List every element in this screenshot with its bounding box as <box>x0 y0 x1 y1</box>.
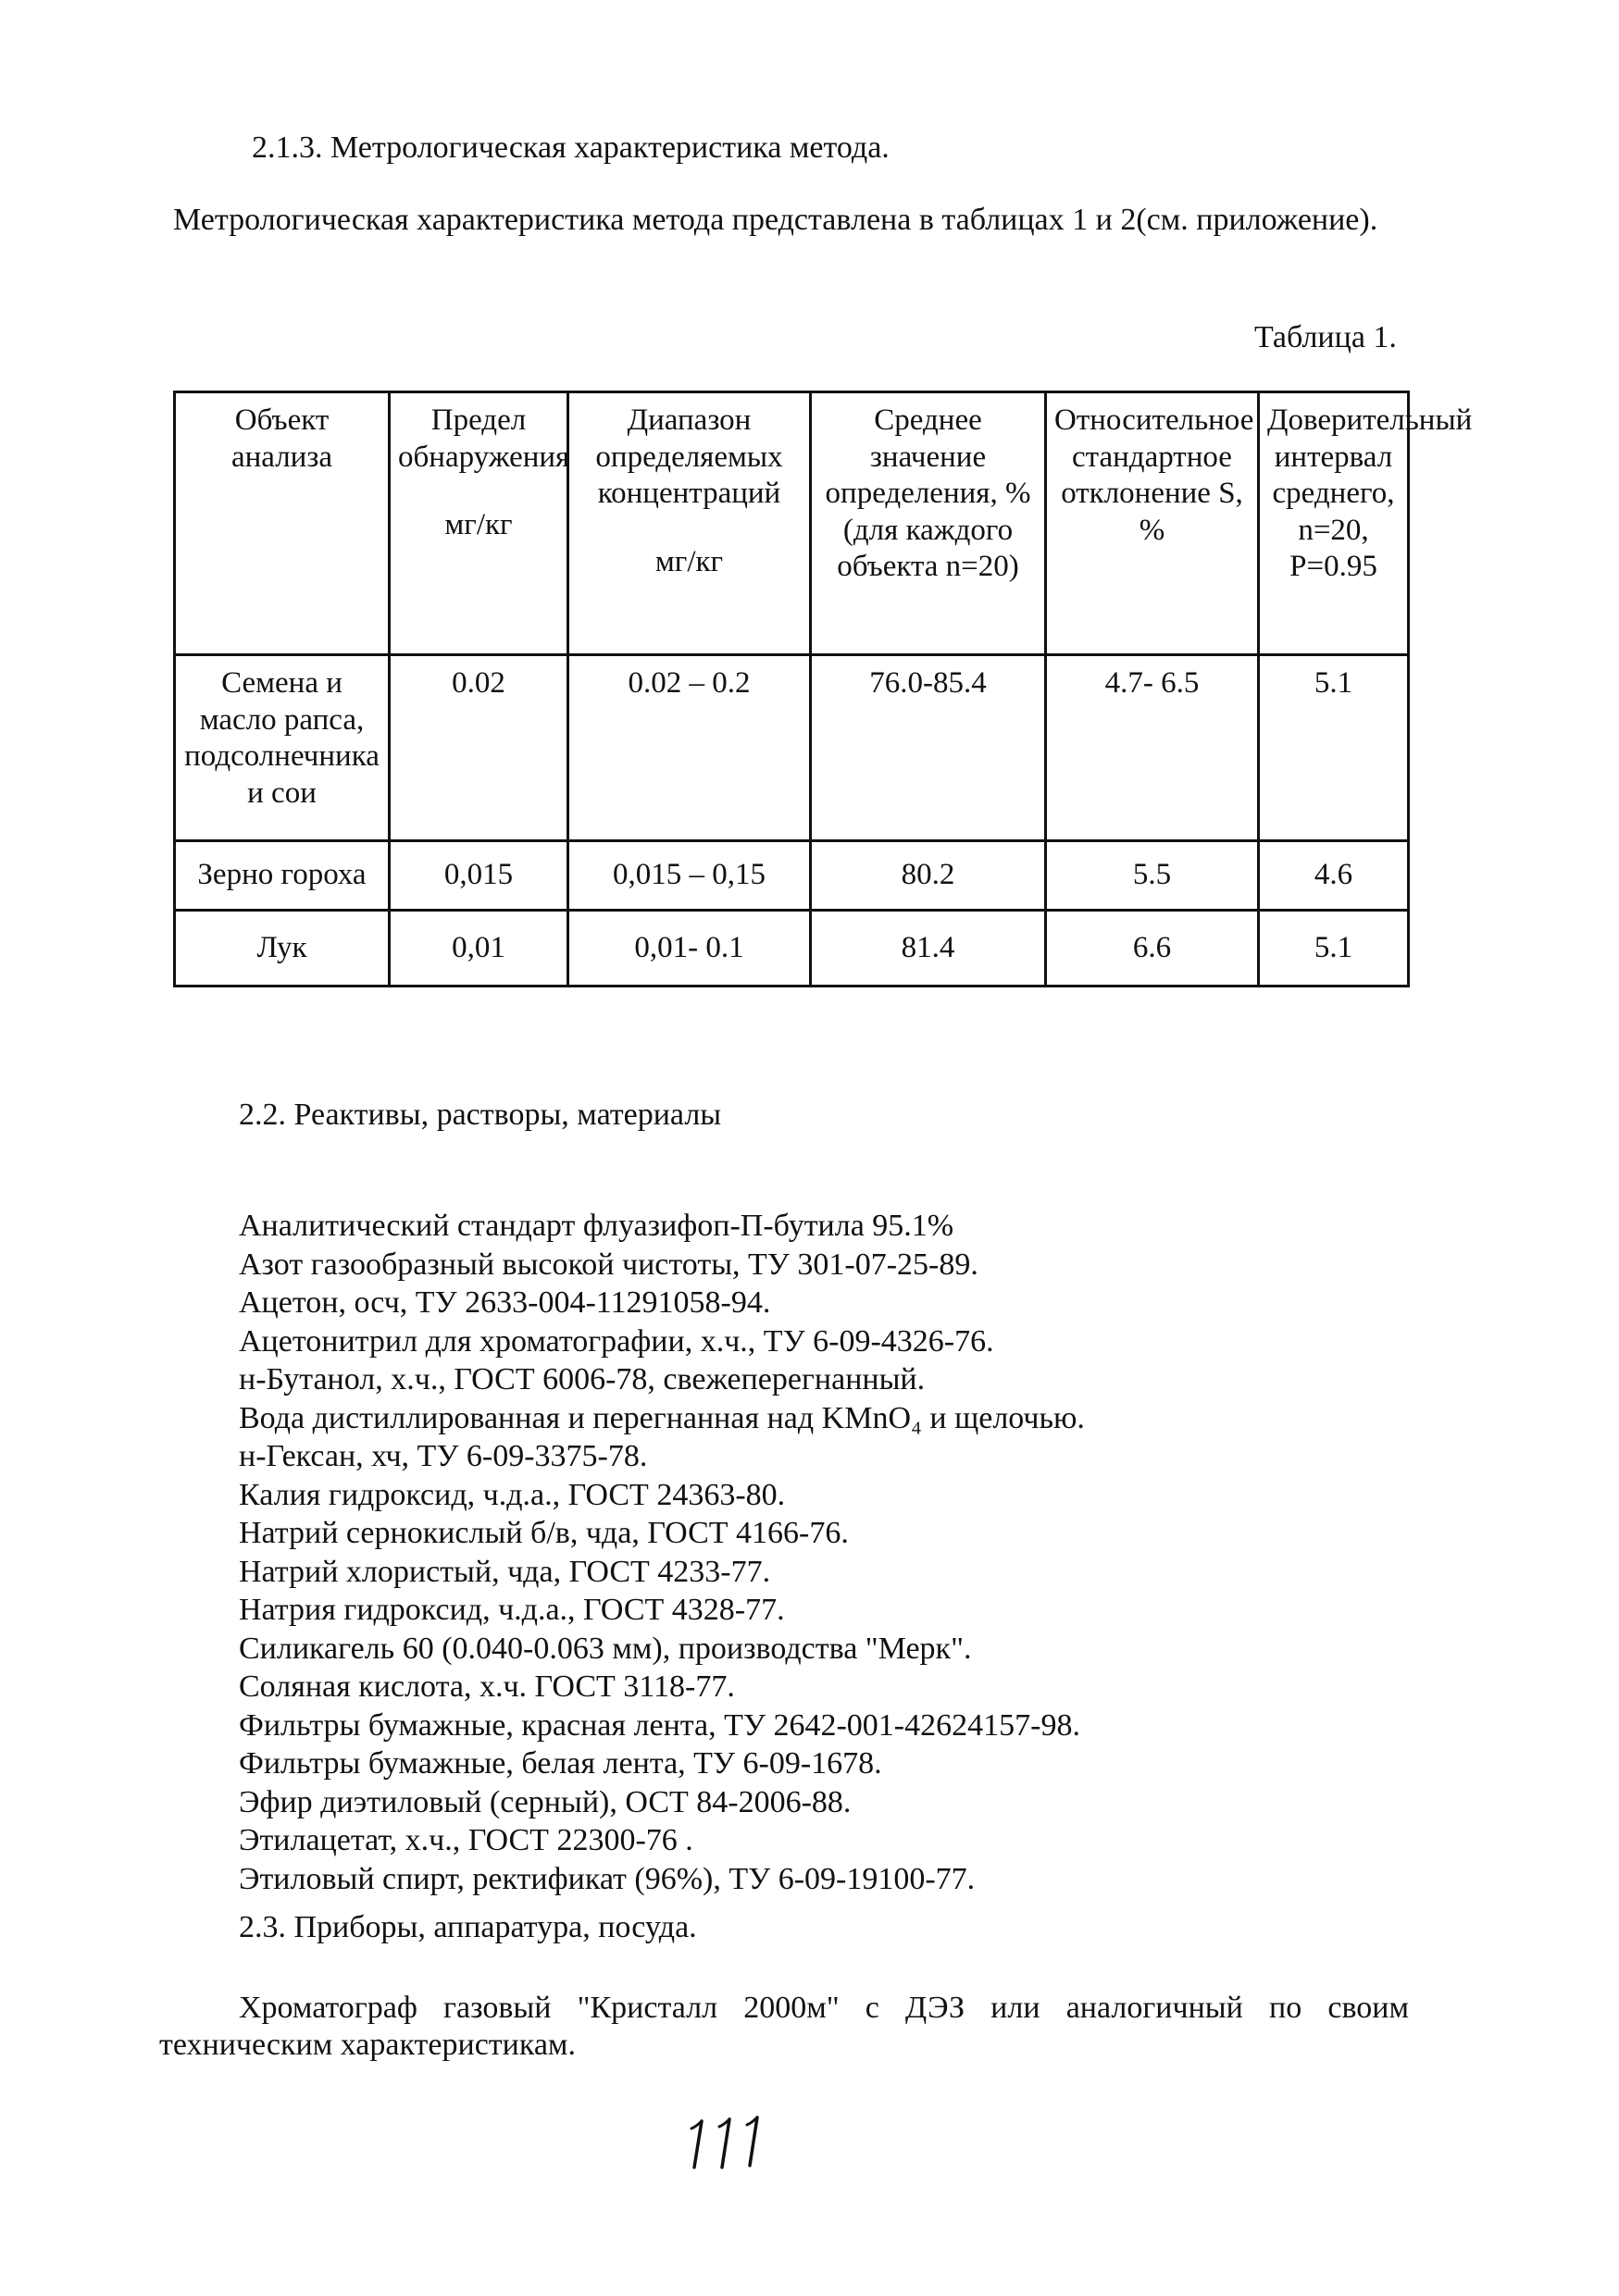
header-object: Объект анализа <box>175 392 390 655</box>
list-item: н-Бутанол, х.ч., ГОСТ 6006-78, свежеперегнанный. <box>239 1362 926 1396</box>
cell-mean: 81.4 <box>811 911 1046 987</box>
header-range: Диапазон определяемых концентраций мг/кг <box>568 392 811 655</box>
cell-rsd: 4.7- 6.5 <box>1046 655 1259 841</box>
handwritten-page-number <box>685 2110 787 2175</box>
cell-limit: 0,01 <box>390 911 568 987</box>
cell-rsd: 6.6 <box>1046 911 1259 987</box>
cell-range: 0.02 – 0.2 <box>568 655 811 841</box>
intro-paragraph: Метрологическая характеристика метода представлена в таблицах 1 и 2(см. приложение). <box>173 203 1378 237</box>
list-item: Натрий хлористый, чда, ГОСТ 4233-77. <box>239 1554 771 1589</box>
cell-ci: 4.6 <box>1259 841 1409 911</box>
table-row <box>175 841 1409 911</box>
table-row <box>175 655 1409 841</box>
cell-rsd: 5.5 <box>1046 841 1259 911</box>
list-item: Этилацетат, х.ч., ГОСТ 22300-76 . <box>239 1823 693 1857</box>
cell-ci: 5.1 <box>1259 911 1409 987</box>
list-item: Ацетон, осч, ТУ 2633-004-11291058-94. <box>239 1285 771 1320</box>
section-heading-2-1-3: 2.1.3. Метрологическая характеристика метода. <box>252 130 890 165</box>
cell-object: Лук <box>175 911 390 987</box>
list-item: Натрий сернокислый б/в, чда, ГОСТ 4166-76. <box>239 1516 849 1550</box>
cell-ci: 5.1 <box>1259 655 1409 841</box>
cell-object: Зерно гороха <box>175 841 390 911</box>
header-mean: Среднее значение определения, % (для каждого объекта n=20) <box>811 392 1046 655</box>
list-item: Натрия гидроксид, ч.д.а., ГОСТ 4328-77. <box>239 1593 785 1627</box>
table-header-row <box>175 392 1409 655</box>
section-heading-2-2: 2.2. Реактивы, растворы, материалы <box>239 1098 722 1132</box>
header-unit: мг/кг <box>444 508 513 542</box>
chromatograph-paragraph: Хроматограф газовый "Кристалл 2000м" с ДЭЗ или аналогичный по своим техническим характеристикам. <box>159 1991 1409 2063</box>
header-detection-limit: Предел обнаружения мг/кг <box>390 392 568 655</box>
list-item: Аналитический стандарт флуазифоп-П-бутила 95.1% <box>239 1209 954 1243</box>
page-number <box>685 2110 787 2175</box>
cell-mean: 76.0-85.4 <box>811 655 1046 841</box>
list-item: Эфир диэтиловый (серный), ОСТ 84-2006-88. <box>239 1784 852 1819</box>
section-heading-2-3: 2.3. Приборы, аппаратура, посуда. <box>239 1910 697 1944</box>
header-unit: мг/кг <box>654 544 724 578</box>
cell-mean: 80.2 <box>811 841 1046 911</box>
list-item: Соляная кислота, х.ч. ГОСТ 3118-77. <box>239 1669 735 1704</box>
reagents-list <box>239 1208 1085 1899</box>
list-item: Ацетонитрил для хроматографии, х.ч., ТУ 6-09-4326-76. <box>239 1323 994 1359</box>
table-row <box>175 911 1409 987</box>
header-ci: Доверительный интервал среднего, n=20, P=0.95 <box>1259 392 1409 655</box>
list-item: Вода дистиллированная и перегнанная над KMnO₄ и щелочью. <box>239 1400 1085 1435</box>
list-item: Силикагель 60 (0.040-0.063 мм), производства "Мерк". <box>239 1631 972 1666</box>
cell-range: 0,015 – 0,15 <box>568 841 811 911</box>
cell-object: Семена и масло рапса, подсолнечника и сои <box>175 655 390 841</box>
table-caption: Таблица 1. <box>1254 320 1397 354</box>
cell-limit: 0,015 <box>390 841 568 911</box>
list-item: Фильтры бумажные, красная лента, ТУ 2642-001-42624157-98. <box>239 1707 1080 1743</box>
list-item: Этиловый спирт, ректификат (96%), ТУ 6-09-19100-77. <box>239 1861 976 1896</box>
cell-limit: 0.02 <box>390 655 568 841</box>
list-item: Калия гидроксид, ч.д.а., ГОСТ 24363-80. <box>239 1477 786 1512</box>
list-item: н-Гексан, хч, ТУ 6-09-3375-78. <box>239 1439 648 1473</box>
list-item: Азот газообразный высокой чистоты, ТУ 301-07-25-89. <box>239 1247 978 1282</box>
list-item: Фильтры бумажные, белая лента, ТУ 6-09-1678. <box>239 1746 882 1781</box>
header-rsd: Относительное стандартное отклонение S, % <box>1046 392 1259 655</box>
metrology-table <box>173 391 1473 987</box>
cell-range: 0,01- 0.1 <box>568 911 811 987</box>
